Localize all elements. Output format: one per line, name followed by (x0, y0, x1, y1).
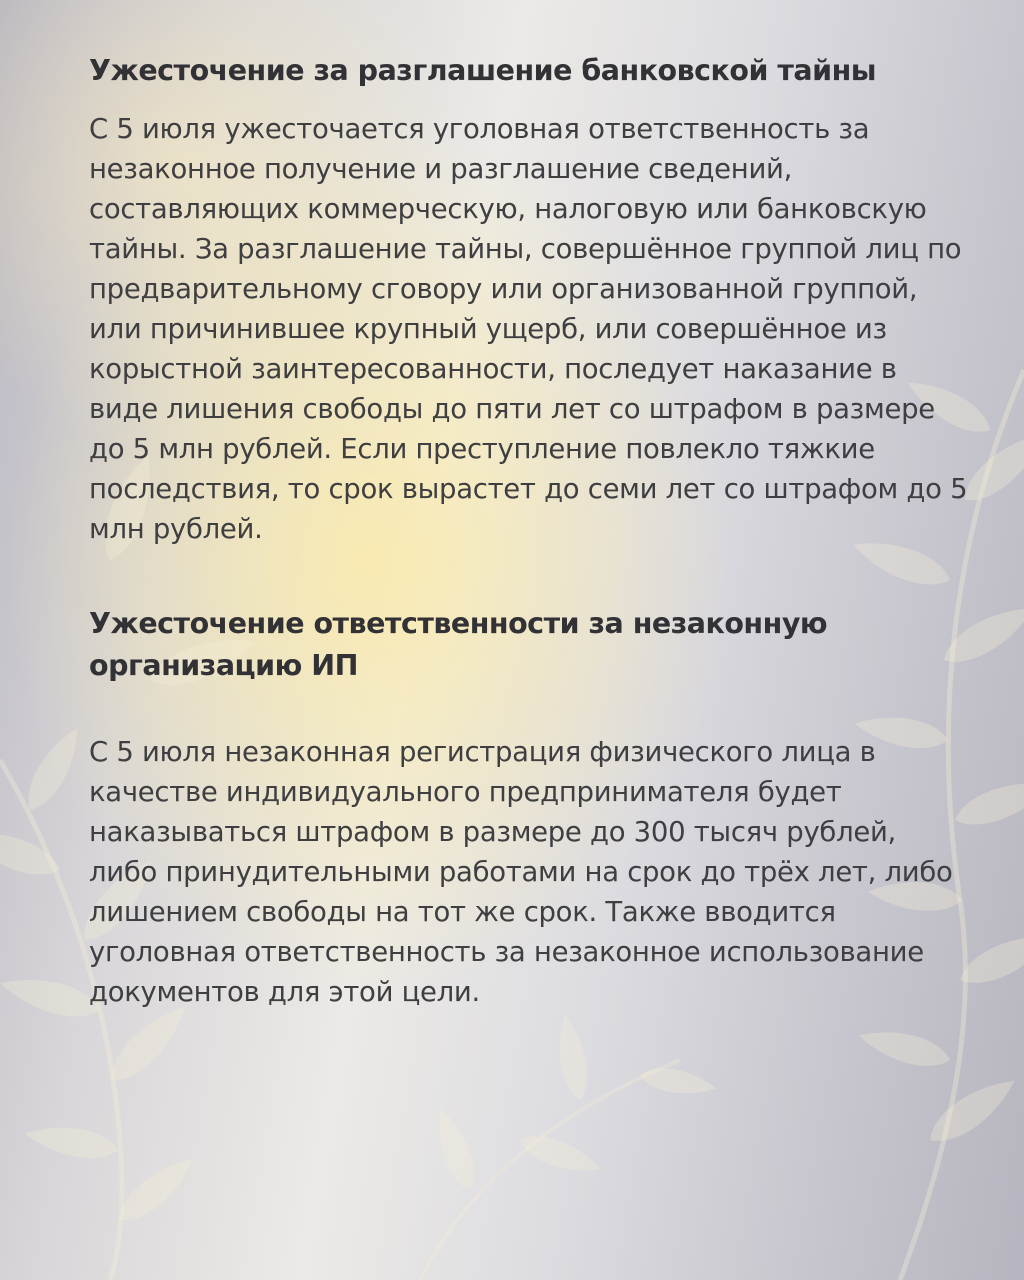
section-title: Ужесточение за разглашение банковской тайны (89, 54, 877, 87)
section-title: Ужесточение ответственности за незаконную организацию ИП (89, 607, 828, 682)
article-content (89, 50, 969, 1012)
section-bank-secrecy (89, 50, 969, 549)
section-illegal-ip (89, 603, 969, 1012)
section-body: С 5 июля ужесточается уголовная ответственность за незаконное получение и разглашение сведений, составляющих коммерческую, налоговую или банковскую тайны. За разглашение тайны, совершённое группой лиц по предварительному сговору или организованной группой, или причинившее крупный ущерб, или совершённое из корыстной заинтересованности, последует наказание в виде лишения свободы до пяти лет со штрафом в размере до 5 млн рублей. Если преступление повлекло тяжкие последствия, то срок вырастет до семи лет со штрафом до 5 млн рублей. (89, 113, 968, 545)
section-body: С 5 июля незаконная регистрация физического лица в качестве индивидуального предпринимателя будет наказываться штрафом в размере до 300 тысяч рублей, либо принудительными работами на срок до трёх лет, либо лишением свободы на тот же срок. Также вводится уголовная ответственность за незаконное использование документов для этой цели. (89, 736, 953, 1008)
